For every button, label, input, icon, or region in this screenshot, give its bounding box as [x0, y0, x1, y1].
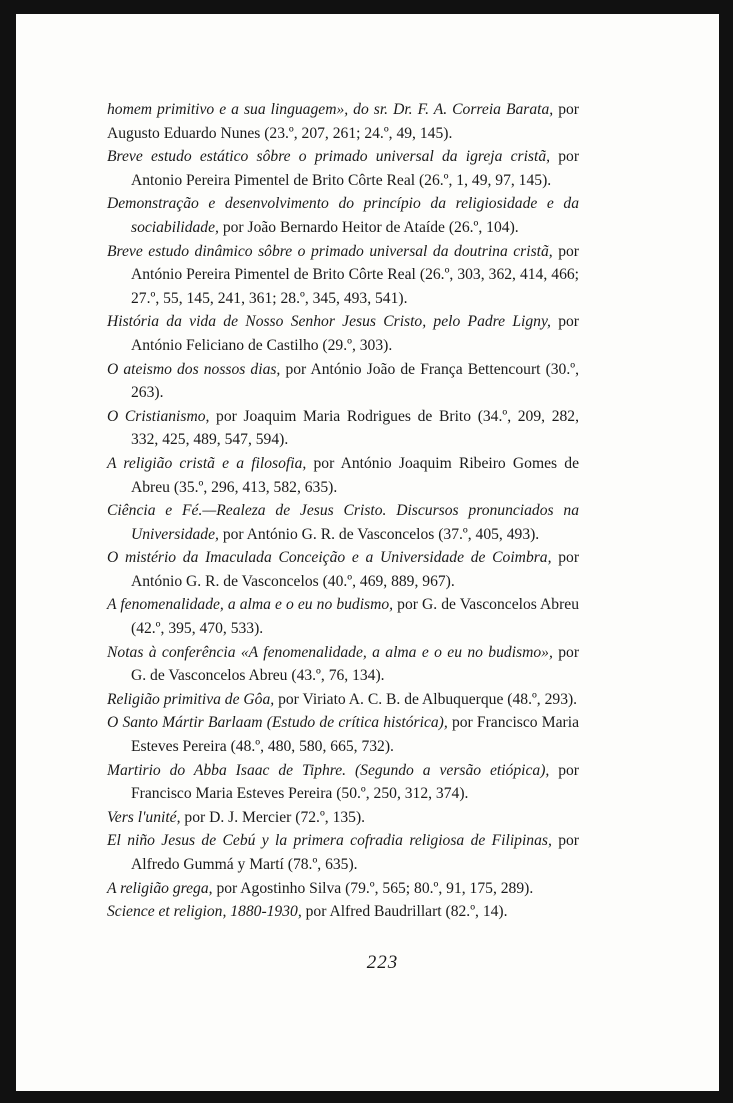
page-number: 223	[366, 952, 399, 973]
entry-details: por Agostinho Silva (79.º, 565; 80.º, 91, 175, 289).	[212, 879, 534, 897]
entry-title: Breve estudo dinâmico sôbre o primado universal da doutrina cristã,	[107, 242, 553, 260]
entry-title: Science et religion, 1880-1930,	[107, 903, 302, 921]
entry-title: A religião cristã e a filosofia,	[107, 454, 307, 472]
entry-title: Ciência e Fé.—Realeza de Jesus Cristo. Discursos pronunciados na Universidade,	[107, 502, 579, 543]
entry-title: Notas à conferência «A fenomenalidade, a alma e o eu no budismo»,	[107, 643, 553, 661]
entry-details: por João Bernardo Heitor de Ataíde (26.º, 104).	[218, 218, 519, 236]
entry-details: por Joaquim Maria Rodrigues de Brito (34.º, 209, 282, 332, 425, 489, 547, 594).	[131, 407, 579, 449]
entry-details: por António Joaquim Ribeiro Gomes de Abreu (35.º, 296, 413, 582, 635).	[131, 454, 579, 496]
entry-details: por António Feliciano de Castilho (29.º, 303).	[131, 313, 579, 354]
entry-title: O Santo Mártir Barlaam (Estudo de crítica histórica),	[107, 714, 448, 732]
entry-title: A religião grega,	[107, 879, 213, 897]
bibliography-entry	[107, 711, 579, 758]
bibliography-entry	[107, 593, 579, 640]
bibliography-entry	[107, 546, 579, 593]
bibliography-entry	[107, 452, 579, 499]
bibliography-list	[107, 98, 579, 924]
bibliography-entry	[107, 641, 579, 688]
entry-title: Religião primitiva de Gôa,	[107, 690, 275, 708]
entry-title: Martirio do Abba Isaac de Tiphre. (Segundo a versão etiópica),	[107, 761, 550, 779]
entry-details: por António G. R. de Vasconcelos (40.º, 469, 889, 967).	[131, 549, 580, 590]
entry-title: homem primitivo e a sua linguagem», do sr. Dr. F. A. Correia Barata,	[107, 101, 554, 118]
entry-details: por Antonio Pereira Pimentel de Brito Côrte Real (26.º, 1, 49, 97, 145).	[131, 148, 580, 189]
entry-title: O ateismo dos nossos dias,	[107, 360, 281, 378]
entry-details: por Viriato A. C. B. de Albuquerque (48.º, 293).	[274, 690, 578, 708]
bibliography-entry	[107, 145, 579, 192]
entry-title: História da vida de Nosso Senhor Jesus Cristo, pelo Padre Ligny,	[107, 313, 551, 331]
entry-title: Breve estudo estático sôbre o primado universal da igreja cristã,	[107, 148, 551, 166]
entry-title: El niño Jesus de Cebú y la primera cofradia religiosa de Filipinas,	[107, 832, 552, 850]
bibliography-entry	[107, 310, 579, 357]
entry-title: O Cristianismo,	[107, 407, 210, 425]
bibliography-entry	[107, 806, 579, 830]
entry-title: O mistério da Imaculada Conceição e a Universidade de Coimbra,	[107, 549, 552, 567]
entry-details: por Alfred Baudrillart (82.º, 14).	[301, 903, 508, 921]
entry-details: por G. de Vasconcelos Abreu (43.º, 76, 134).	[131, 643, 580, 685]
bibliography-entry	[107, 759, 579, 806]
entry-details: por Francisco Maria Esteves Pereira (50.º, 250, 312, 374).	[131, 761, 579, 803]
entry-details: por D. J. Mercier (72.º, 135).	[180, 808, 366, 826]
entry-details: por António Pereira Pimentel de Brito Côrte Real (26.º, 303, 362, 414, 466; 27.º, 55, 145, 241, 361; 28.º, 345, 493, 541).	[131, 242, 579, 307]
entry-details: por Francisco Maria Esteves Pereira (48.º, 480, 580, 665, 732).	[131, 714, 579, 756]
bibliography-entry	[107, 192, 579, 239]
entry-details: por Alfredo Gummá y Martí (78.º, 635).	[131, 832, 580, 873]
bibliography-entry	[107, 877, 579, 901]
entry-details: por G. de Vasconcelos Abreu (42.º, 395, 470, 533).	[131, 596, 579, 638]
bibliography-entry	[107, 240, 579, 311]
entry-details: por António João de França Bettencourt (30.º, 263).	[131, 360, 579, 402]
entry-title: Demonstração e desenvolvimento do princípio da religiosidade e da sociabilidade,	[107, 195, 579, 236]
entry-title: Vers l'unité,	[107, 808, 181, 826]
entry-details: por Augusto Eduardo Nunes (23.º, 207, 261; 24.º, 49, 145).	[107, 101, 579, 142]
bibliography-entry	[107, 405, 579, 452]
entry-details: por António G. R. de Vasconcelos (37.º, 405, 493).	[218, 525, 540, 543]
bibliography-entry	[107, 688, 579, 712]
bibliography-entry	[107, 900, 579, 924]
entry-title: A fenomenalidade, a alma e o eu no budismo,	[107, 596, 394, 614]
bibliography-entry	[107, 98, 579, 145]
bibliography-entry	[107, 829, 579, 876]
bibliography-entry	[107, 358, 579, 405]
bibliography-entry	[107, 499, 579, 546]
